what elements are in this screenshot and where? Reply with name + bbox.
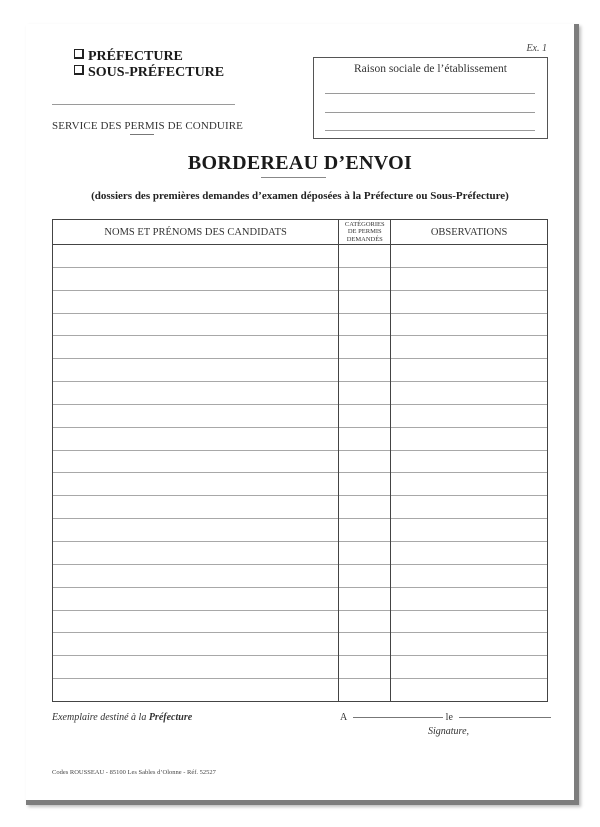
copy-destination-bold: Préfecture — [148, 712, 193, 723]
cell-category[interactable] — [339, 610, 391, 633]
cell-observations[interactable] — [391, 610, 548, 633]
cell-name[interactable] — [53, 450, 339, 473]
establishment-line-1[interactable] — [325, 93, 535, 94]
cell-name[interactable] — [53, 541, 339, 564]
signature-label: Signature, — [428, 726, 470, 737]
copy-number: Ex. 1 — [526, 43, 547, 54]
cell-observations[interactable] — [391, 336, 548, 359]
table-body — [53, 245, 548, 702]
table-row — [53, 587, 548, 610]
cell-name[interactable] — [53, 656, 339, 679]
cell-name[interactable] — [53, 633, 339, 656]
cell-name[interactable] — [53, 473, 339, 496]
page-subtitle: (dossiers des premières demandes d’examen déposées à la Préfecture ou Sous-Préfecture) — [91, 190, 509, 202]
column-header-categories-line: DE PERMIS — [347, 228, 382, 236]
cell-category[interactable] — [339, 245, 391, 268]
table-row — [53, 473, 548, 496]
cell-name[interactable] — [53, 519, 339, 542]
column-header-observations: OBSERVATIONS — [391, 220, 548, 245]
cell-observations[interactable] — [391, 450, 548, 473]
table-row — [53, 245, 548, 268]
cell-name[interactable] — [53, 587, 339, 610]
column-header-categories-line: DEMANDÉS — [346, 235, 383, 243]
cell-name[interactable] — [53, 313, 339, 336]
cell-category[interactable] — [339, 564, 391, 587]
cell-observations[interactable] — [391, 382, 548, 405]
place-field[interactable] — [353, 717, 443, 718]
date-prefix: le — [445, 712, 453, 723]
table-row — [53, 610, 548, 633]
table-row — [53, 564, 548, 587]
checkbox-label: SOUS-PRÉFECTURE — [88, 65, 225, 80]
establishment-box — [313, 57, 548, 139]
table-row — [53, 679, 548, 702]
cell-category[interactable] — [339, 541, 391, 564]
cell-name[interactable] — [53, 610, 339, 633]
cell-name[interactable] — [53, 359, 339, 382]
cell-observations[interactable] — [391, 404, 548, 427]
checkbox-sous-prefecture[interactable] — [74, 65, 224, 81]
cell-name[interactable] — [53, 336, 339, 359]
cell-name[interactable] — [53, 382, 339, 405]
establishment-label: Raison sociale de l’établissement — [354, 63, 507, 75]
cell-category[interactable] — [339, 633, 391, 656]
cell-category[interactable] — [339, 656, 391, 679]
cell-observations[interactable] — [391, 245, 548, 268]
checkbox-icon[interactable] — [74, 65, 84, 75]
cell-name[interactable] — [53, 290, 339, 313]
cell-observations[interactable] — [391, 359, 548, 382]
cell-name[interactable] — [53, 245, 339, 268]
cell-category[interactable] — [339, 359, 391, 382]
service-label: SERVICE DES PERMIS DE CONDUIRE — [52, 120, 243, 132]
column-header-names: NOMS ET PRÉNOMS DES CANDIDATS — [53, 220, 339, 245]
cell-name[interactable] — [53, 267, 339, 290]
form-page — [26, 24, 579, 805]
candidates-table — [52, 219, 548, 702]
divider — [130, 134, 154, 135]
cell-category[interactable] — [339, 496, 391, 519]
cell-observations[interactable] — [391, 427, 548, 450]
cell-observations[interactable] — [391, 679, 548, 702]
table-row — [53, 519, 548, 542]
copy-destination — [52, 712, 192, 723]
establishment-line-2[interactable] — [325, 112, 535, 113]
table-row — [53, 541, 548, 564]
page-title: BORDEREAU D’ENVOI — [187, 152, 413, 174]
cell-name[interactable] — [53, 404, 339, 427]
cell-observations[interactable] — [391, 564, 548, 587]
cell-observations[interactable] — [391, 473, 548, 496]
cell-name[interactable] — [53, 679, 339, 702]
title-underline — [261, 177, 326, 178]
cell-name[interactable] — [53, 564, 339, 587]
checkbox-label: PRÉFECTURE — [88, 49, 183, 64]
cell-observations[interactable] — [391, 519, 548, 542]
copy-destination-prefix: Exemplaire destiné à la — [52, 712, 149, 723]
place-prefix: A — [340, 712, 347, 723]
cell-category[interactable] — [339, 519, 391, 542]
column-header-categories-line: CATÉGORIES — [344, 221, 385, 229]
table-row — [53, 633, 548, 656]
cell-observations[interactable] — [391, 496, 548, 519]
cell-category[interactable] — [339, 404, 391, 427]
service-name-line[interactable] — [52, 104, 235, 105]
cell-category[interactable] — [339, 450, 391, 473]
table-row — [53, 313, 548, 336]
place-date-line — [340, 712, 551, 723]
cell-category[interactable] — [339, 587, 391, 610]
establishment-line-3[interactable] — [325, 130, 535, 131]
cell-category[interactable] — [339, 336, 391, 359]
table-header-row — [53, 220, 548, 245]
cell-observations[interactable] — [391, 541, 548, 564]
cell-observations[interactable] — [391, 313, 548, 336]
cell-category[interactable] — [339, 427, 391, 450]
table-row — [53, 290, 548, 313]
table-row — [53, 359, 548, 382]
table-row — [53, 656, 548, 679]
checkbox-icon[interactable] — [74, 49, 84, 59]
cell-observations[interactable] — [391, 656, 548, 679]
cell-category[interactable] — [339, 267, 391, 290]
table-row — [53, 427, 548, 450]
cell-category[interactable] — [339, 473, 391, 496]
cell-category[interactable] — [339, 382, 391, 405]
cell-name[interactable] — [53, 427, 339, 450]
cell-category[interactable] — [339, 290, 391, 313]
table-row — [53, 404, 548, 427]
table-row — [53, 336, 548, 359]
table-row — [53, 496, 548, 519]
table-row — [53, 382, 548, 405]
cell-category[interactable] — [339, 679, 391, 702]
cell-category[interactable] — [339, 313, 391, 336]
column-header-categories — [339, 220, 391, 245]
cell-name[interactable] — [53, 496, 339, 519]
cell-observations[interactable] — [391, 587, 548, 610]
date-field[interactable] — [459, 717, 551, 718]
table-row — [53, 450, 548, 473]
checkbox-prefecture[interactable] — [74, 49, 183, 65]
cell-observations[interactable] — [391, 267, 548, 290]
cell-observations[interactable] — [391, 290, 548, 313]
table-row — [53, 267, 548, 290]
printer-info: Codes ROUSSEAU - 85100 Les Sables d’Olonne - Réf. 52527 — [52, 769, 216, 776]
cell-observations[interactable] — [391, 633, 548, 656]
